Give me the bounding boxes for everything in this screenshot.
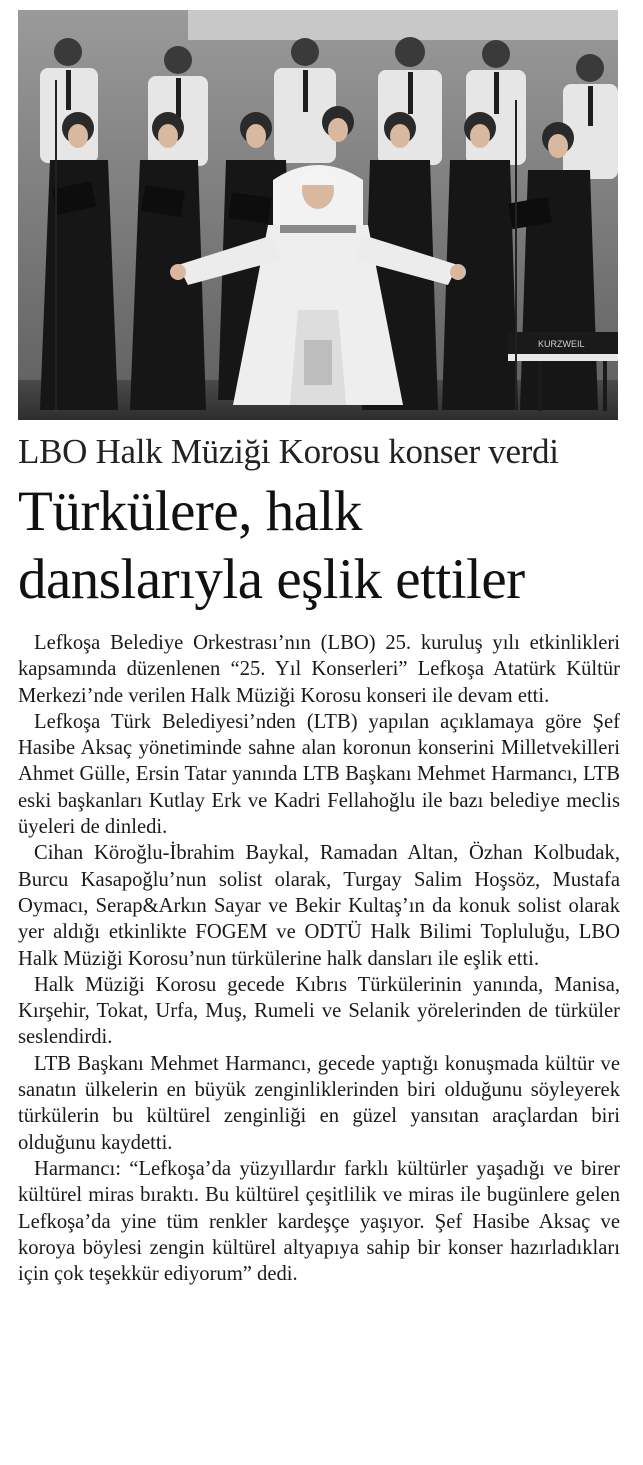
choir-and-folk-dancer-photo	[18, 10, 618, 420]
keyboard-brand-label: KURZWEIL	[538, 339, 585, 349]
article-paragraph: Halk Müziği Korosu gecede Kıbrıs Türkülerinin yanında, Manisa, Kırşehir, Tokat, Urfa, Muş, Rumeli ve Selanik yörelerinden de türküler seslendirdi.	[18, 973, 620, 1049]
article-headline	[18, 478, 628, 614]
article-kicker: LBO Halk Müziği Korosu konser verdi	[18, 432, 559, 471]
article-paragraph: LTB Başkanı Mehmet Harmancı, gecede yaptığı konuşmada kültür ve sanatın ülkelerin en büyük zenginliklerinden biri olduğunu söyleyerek türkülerin bu kültürel zenginliği en güzel yansıtan araçlardan biri olduğunu kaydetti.	[18, 1052, 620, 1154]
article-paragraph: Harmancı: “Lefkoşa’da yüzyıllardır farklı kültürler yaşadığı ve birer kültürel miras bıraktı. Bu kültürel çeşitlilik ve miras ile bugünlere gelen Lefkoşa’da yine tüm renkler kardeşçe yaşıyor. Şef Hasibe Aksaç ve koroya böylesi zengin kültürel altyapıya sahip bir konser hazırladıkları için çok teşekkür ediyorum” dedi.	[18, 1157, 620, 1286]
headline-line-1: Türkülere, halk	[18, 480, 362, 543]
article-paragraph: Lefkoşa Türk Belediyesi’nden (LTB) yapılan açıklamaya göre Şef Hasibe Aksaç yönetiminde sahne alan koronun konserini Milletvekilleri Ahmet Gülle, Ersin Tatar yanında LTB Başkanı Mehmet Harmancı, LTB eski başkanları Kutlay Erk ve Kadri Fellahoğlu ile bazı belediye meclis üyeleri de dinledi.	[18, 710, 620, 839]
article-photo	[18, 10, 618, 420]
headline-line-2: danslarıyla eşlik ettiler	[18, 548, 525, 611]
article-body	[18, 630, 620, 1287]
article-paragraph: Cihan Köroğlu-İbrahim Baykal, Ramadan Altan, Özhan Kolbudak, Burcu Kasapoğlu’nun solist olarak, Turgay Salim Hoşsöz, Mustafa Oymacı, Serap&Arkın Sayar ve Bekir Kultaş’ın da konuk solist olarak yer aldığı etkinlikte FOGEM ve ODTÜ Halk Bilimi Topluluğu, LBO Halk Müziği Korosu’nun türkülerine halk dansları ile eşlik etti.	[18, 842, 620, 970]
article-paragraph: Lefkoşa Belediye Orkestrası’nın (LBO) 25. kuruluş yılı etkinlikleri kapsamında düzenlenen “25. Yıl Konserleri” Lefkoşa Atatürk Kültür Merkezi’nde verilen Halk Müziği Korosu konseri ile devam etti.	[18, 632, 620, 707]
